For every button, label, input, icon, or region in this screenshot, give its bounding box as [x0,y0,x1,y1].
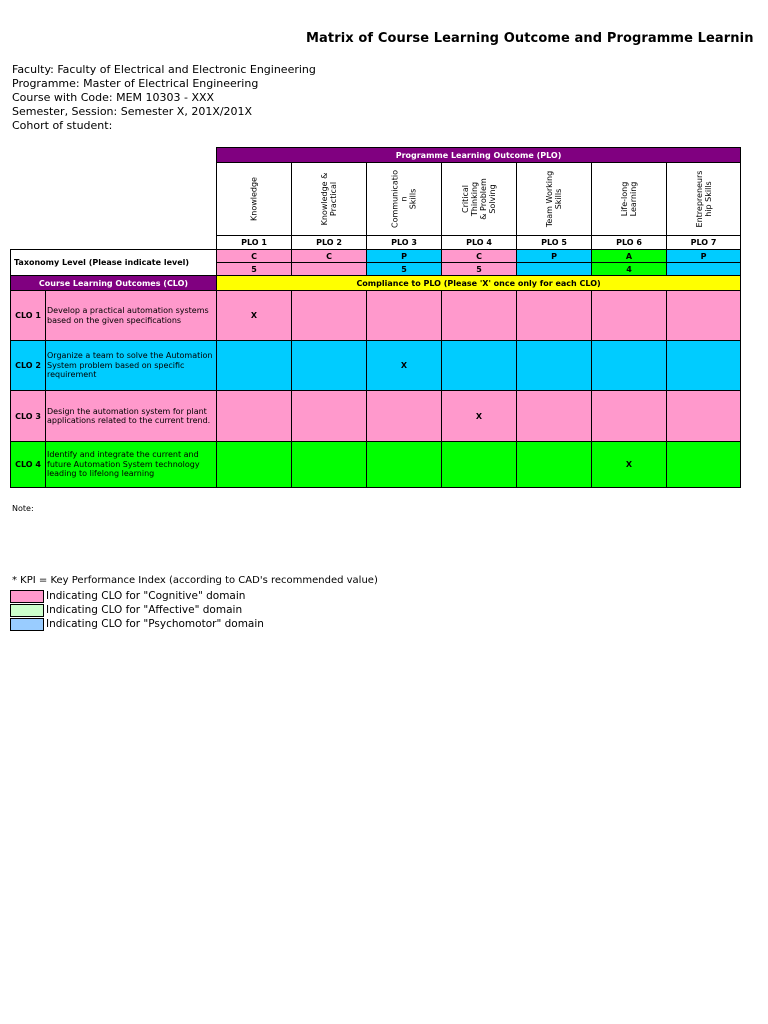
clo-header: Course Learning Outcomes (CLO) [11,276,217,291]
taxonomy-level-cell: 5 [442,263,517,276]
course-info [12,63,316,133]
clo-plo-matrix [10,147,741,488]
programme-line: Programme: Master of Electrical Engineering [12,77,259,90]
compliance-cell[interactable] [592,291,667,341]
clo-row [11,391,741,442]
plo-name: Team Working Skills [545,170,563,228]
legend-cognitive [10,589,245,603]
taxonomy-domain-cell: P [667,250,741,263]
compliance-cell[interactable] [517,442,592,488]
plo-name-cell [667,163,741,236]
semester-line: Semester, Session: Semester X, 201X/201X [12,105,253,118]
taxonomy-domain-row [11,250,741,263]
taxonomy-label: Taxonomy Level (Please indicate level) [11,250,217,276]
clo-header-row [11,276,741,291]
clo-code: CLO 1 [11,291,46,341]
plo-name-cell [592,163,667,236]
plo-code: PLO 4 [442,236,517,250]
compliance-cell[interactable] [442,341,517,391]
course-line: Course with Code: MEM 10303 - XXX [12,91,215,104]
legend-text: Indicating CLO for "Affective" domain [46,604,243,616]
clo-code: CLO 4 [11,442,46,488]
cohort-line: Cohort of student: [12,119,113,132]
plo-name: Entrepreneurs hip Skills [694,170,713,228]
compliance-cell[interactable] [292,341,367,391]
compliance-header: Compliance to PLO (Please 'X' once only for each CLO) [217,276,741,291]
compliance-cell[interactable] [592,391,667,442]
compliance-cell[interactable] [217,341,292,391]
clo-description: Identify and integrate the current and future Automation System technology leading to lifelong learning [46,442,217,488]
plo-name: Life-long Learning [620,181,638,217]
plo-name-cell [217,163,292,236]
taxonomy-level-cell: 5 [217,263,292,276]
taxonomy-domain-cell: A [592,250,667,263]
plo-code: PLO 3 [367,236,442,250]
legend-swatch-lightblue [10,618,44,631]
plo-name: Communicatio n Skills [390,170,418,228]
plo-name-cell [292,163,367,236]
compliance-cell[interactable] [442,291,517,341]
legend-psychomotor [10,617,264,631]
clo-row [11,341,741,391]
compliance-cell[interactable] [292,291,367,341]
compliance-cell[interactable] [217,391,292,442]
compliance-cell[interactable]: X [367,341,442,391]
taxonomy-level-cell: 4 [592,263,667,276]
clo-code: CLO 2 [11,341,46,391]
clo-description: Organize a team to solve the Automation System problem based on specific requirement [46,341,217,391]
page-title: Matrix of Course Learning Outcome and Programme Learnin [306,31,754,46]
clo-code: CLO 3 [11,391,46,442]
compliance-cell[interactable] [517,291,592,341]
plo-code: PLO 6 [592,236,667,250]
plo-name: Critical Thinking & Problem Solving [461,178,497,220]
clo-description: Develop a practical automation systems based on the given specifications [46,291,217,341]
plo-code: PLO 5 [517,236,592,250]
compliance-cell[interactable] [667,391,741,442]
plo-name-cell [517,163,592,236]
clo-row [11,291,741,341]
plo-name-cell [442,163,517,236]
clo-description: Design the automation system for plant applications related to the current trend. [46,391,217,442]
plo-name: Knowledge & Practical [320,172,338,226]
plo-code: PLO 1 [217,236,292,250]
compliance-cell[interactable] [592,341,667,391]
compliance-cell[interactable] [667,291,741,341]
taxonomy-domain-cell: P [517,250,592,263]
legend-text: Indicating CLO for "Cognitive" domain [46,590,246,602]
taxonomy-level-cell: 5 [367,263,442,276]
compliance-cell[interactable] [367,291,442,341]
compliance-cell[interactable]: X [217,291,292,341]
taxonomy-level-cell [517,263,592,276]
taxonomy-level-cell [667,263,741,276]
compliance-cell[interactable] [517,341,592,391]
plo-name-cell [367,163,442,236]
legend-swatch-lightgreen [10,604,44,617]
taxonomy-domain-cell: C [292,250,367,263]
compliance-cell[interactable]: X [442,391,517,442]
legend-swatch-pink [10,590,44,603]
compliance-cell[interactable] [292,442,367,488]
compliance-cell[interactable] [667,442,741,488]
plo-code: PLO 2 [292,236,367,250]
plo-header: Programme Learning Outcome (PLO) [217,148,741,163]
taxonomy-level-cell [292,263,367,276]
compliance-cell[interactable] [217,442,292,488]
note-label: Note: [12,504,34,513]
faculty-line: Faculty: Faculty of Electrical and Electronic Engineering [12,63,316,76]
plo-name: Knowledge [249,177,259,221]
blank-corner [11,148,217,250]
taxonomy-domain-cell: P [367,250,442,263]
clo-row [11,442,741,488]
taxonomy-domain-cell: C [217,250,292,263]
plo-code: PLO 7 [667,236,741,250]
compliance-cell[interactable]: X [592,442,667,488]
compliance-cell[interactable] [292,391,367,442]
taxonomy-domain-cell: C [442,250,517,263]
kpi-footnote: * KPI = Key Performance Index (according to CAD's recommended value) [12,575,378,586]
compliance-cell[interactable] [367,442,442,488]
compliance-cell[interactable] [367,391,442,442]
legend-affective [10,603,242,617]
compliance-cell[interactable] [442,442,517,488]
compliance-cell[interactable] [667,341,741,391]
compliance-cell[interactable] [517,391,592,442]
legend-text: Indicating CLO for "Psychomotor" domain [46,618,264,630]
